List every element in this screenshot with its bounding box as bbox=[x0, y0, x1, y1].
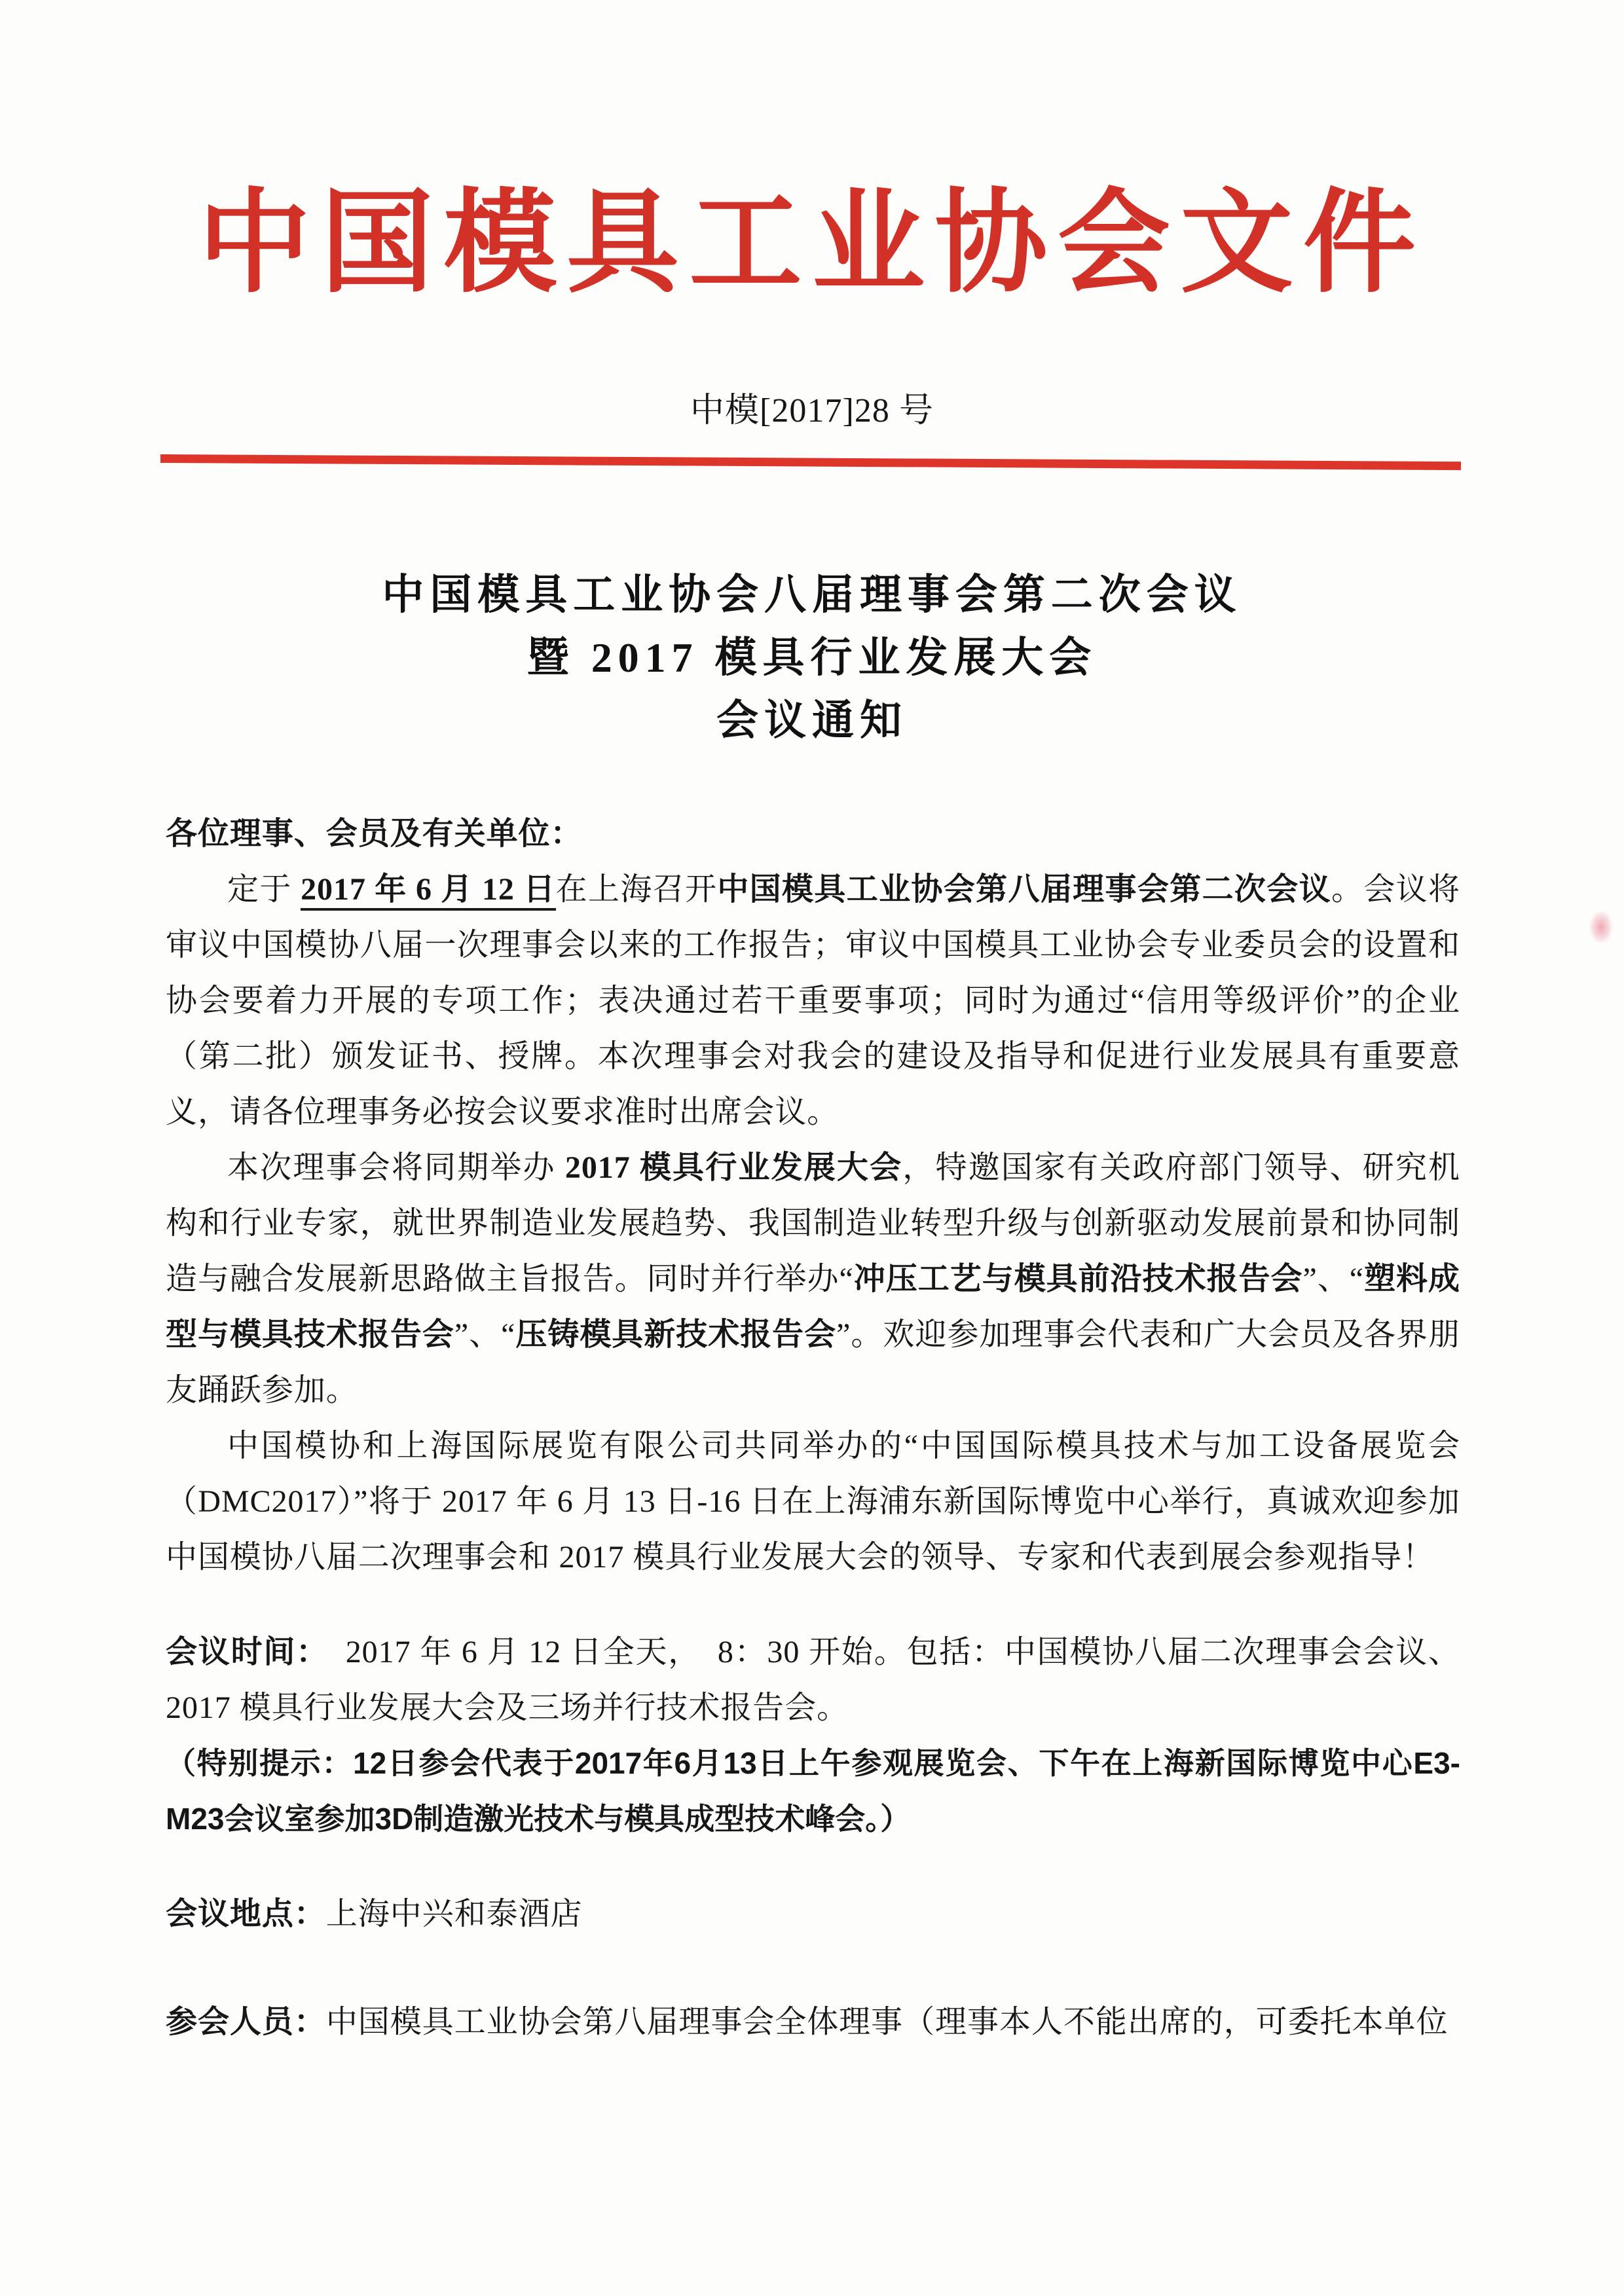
salutation: 各位理事、会员及有关单位： bbox=[166, 816, 583, 851]
text-run: 2017 年 6 月 12 日全天， 8：30 开始。包括：中国模协八届二次理事会会议、2017 模具行业发展大会及三场并行技术报告会。 bbox=[166, 1635, 1461, 1725]
text-run: ”、“ bbox=[1302, 1262, 1365, 1296]
special-note-line bbox=[166, 1736, 1460, 1847]
text-run: 中国模协和上海国际展览有限公司共同举办的“中国国际模具技术与加工设备展览会（DMC2017）”将于 2017 年 6 月 13 日-16 日在上海浦东新国际博览中心举行，真诚欢迎参加中国模协八届二次理事会和 2017 模具行业发展大会的领导、专家和代表到展会参观指导！ bbox=[166, 1429, 1460, 1575]
text-run: 会议时间： bbox=[166, 1635, 313, 1669]
text-run: （特别提示：12日参会代表于2017年6月13日上午参观展览会、下午在上海新国际博览中心E3-M23会议室参加 bbox=[166, 1746, 1460, 1836]
text-run: 冲压工艺与模具前沿技术报告会 bbox=[853, 1262, 1303, 1296]
notice-title bbox=[0, 564, 1624, 752]
text-run: 定于 bbox=[227, 872, 301, 907]
text-run: ，特邀国家有关政府部门领导、研究机构和行业专家，就世界制造业发展趋势、我国制造业转型升级与创新驱动发展前景和协同制造与融合发展新思路做主旨报告。同时并行举办“ bbox=[166, 1150, 1460, 1296]
paragraph-development-conference bbox=[166, 1140, 1460, 1418]
red-divider-rule bbox=[160, 454, 1461, 470]
text-run: 2017 年 6 月 12 日 bbox=[301, 872, 556, 911]
paragraph-meeting-overview bbox=[166, 862, 1460, 1140]
text-run: 在上海召开 bbox=[555, 872, 718, 907]
meeting-time-line bbox=[166, 1624, 1460, 1736]
text-run: 。会议将审议中国模协八届一次理事会以来的工作报告；审议中国模具工业协会专业委员会的设置和协会要着力开展的专项工作；表决通过若干重要事项；同时为通过“信用等级评价”的企业（第二批）颁发证书、授牌。本次理事会对我会的建设及指导和促进行业发展具有重要意义，请各位理事务必按会议要求准时出席会议。 bbox=[166, 872, 1460, 1129]
text-run: 中国模具工业协会第八届理事会第二次会议 bbox=[717, 872, 1331, 907]
notice-title-line-3: 会议通知 bbox=[716, 697, 908, 744]
notice-title-line-2: 暨 2017 模具行业发展大会 bbox=[526, 634, 1098, 681]
text-run: 2017 模具行业发展大会 bbox=[564, 1150, 903, 1185]
text-run: 塑料成型与模具技术报告会 bbox=[166, 1262, 1460, 1352]
notice-title-line-1: 中国模具工业协会八届理事会第二次会议 bbox=[382, 572, 1242, 618]
text-run: 本次理事会将同期举办 bbox=[227, 1150, 565, 1185]
text-run: 3D制造激光技术与模具成型技术峰会 bbox=[375, 1802, 866, 1836]
text-run: 上海中兴和泰酒店 bbox=[325, 1897, 583, 1931]
text-run: 压铸模具新技术报告会 bbox=[515, 1317, 837, 1352]
paragraph-dmc2017-exhibition bbox=[166, 1418, 1460, 1585]
meeting-place-line bbox=[166, 1886, 1460, 1942]
document-body bbox=[166, 806, 1460, 2050]
text-run: 会议地点： bbox=[166, 1897, 326, 1931]
text-run: 。） bbox=[865, 1802, 911, 1836]
text-run: 中国模具工业协会第八届理事会全体理事（理事本人不能出席的，可委托本单位 bbox=[325, 2005, 1449, 2039]
scan-artifact-pink-smudge bbox=[1590, 911, 1612, 943]
letterhead-title: 中国模具工业协会文件 bbox=[198, 182, 1426, 306]
attendees-line bbox=[166, 1994, 1460, 2050]
text-run: ”、“ bbox=[454, 1317, 516, 1352]
text-run: ”。欢迎参加理事会代表和广大会员及各界朋友踊跃参加。 bbox=[166, 1317, 1460, 1408]
document-number: 中模[2017]28 号 bbox=[690, 392, 934, 429]
text-run: 参会人员： bbox=[166, 2005, 326, 2039]
